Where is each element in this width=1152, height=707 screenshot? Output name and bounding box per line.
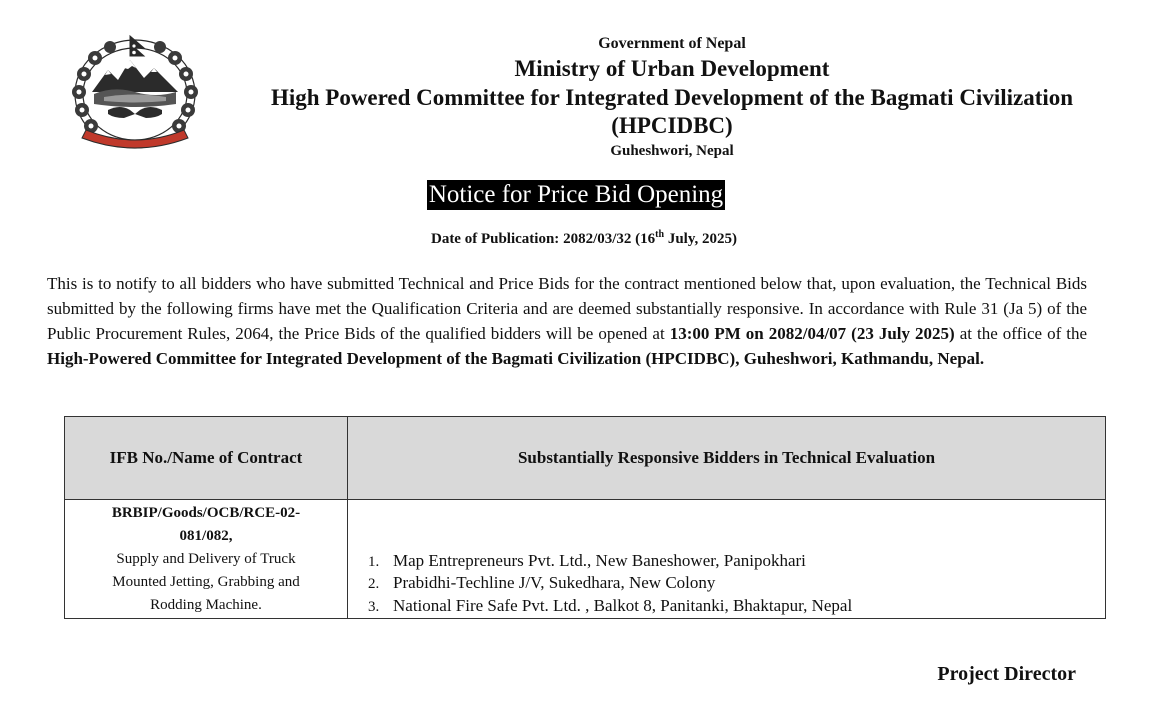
notice-title-row [0,180,1152,210]
handshake-icon [108,107,162,118]
notice-title: Notice for Price Bid Opening [428,181,724,208]
signatory-title: Project Director [937,663,1076,685]
publication-date-day: (16 [635,231,656,247]
contract-name-line-2: Mounted Jetting, Grabbing and [112,574,300,590]
table-row [65,500,1106,619]
publication-date-suffix: th [655,229,665,240]
column-header-bidders: Substantially Responsive Bidders in Technical Evaluation [348,417,1106,500]
government-name: Government of Nepal [598,35,746,52]
opening-datetime: 13:00 PM on 2082/04/07 (23 July 2025) [669,324,955,343]
mountain-icon [92,60,178,92]
contract-name-line-3: Rodding Machine. [150,597,262,613]
committee-abbreviation: (HPCIDBC) [611,113,733,138]
letterhead [230,34,1114,162]
list-item: 3. National Fire Safe Pvt. Ltd. , Balkot 8, Panitanki, Bhaktapur, Nepal [383,595,1104,618]
responsive-bidders-table [64,416,1106,619]
notice-body [47,271,1087,371]
committee-name: High Powered Committee for Integrated Development of the Bagmati Civilization [270,85,1074,110]
list-item: 2. Prabidhi-Techline J/V, Sukedhara, New Colony [383,572,1104,595]
body-connector: at the office of the [954,324,1088,343]
government-of-nepal-emblem [64,34,206,156]
ifb-number-line-1: BRBIP/Goods/OCB/RCE-02- [111,505,301,521]
publication-date [0,228,1152,250]
bidders-list [349,550,1104,618]
contract-cell [65,500,348,619]
emblem-graphic [64,34,206,156]
publication-date-nepali: 2082/03/32 [563,231,632,247]
ministry-name: Ministry of Urban Development [514,56,830,81]
body-intro: This is to notify to all bidders who have submitted Technical and Price Bids for the contract mentioned below that, upon evaluation, the Technical Bids submitted by the following firms have met the Qualification Criteria and are deemed substantially responsive. In accordance with Rule 31 (Ja 5) of the Public Procurement Rules, 2064, the Price Bids of the qualified bidders will be opened at [47,274,1087,343]
ifb-number-line-2: 081/082, [179,528,233,544]
publication-date-month-year: July, 2025) [664,231,737,247]
list-item: 1. Map Entrepreneurs Pvt. Ltd., New Baneshower, Panipokhari [383,550,1104,573]
column-header-contract: IFB No./Name of Contract [65,417,348,500]
opening-venue: High-Powered Committee for Integrated Development of the Bagmati Civilization (HPCIDBC), Guheshwori, Kathmandu, Nepal. [47,349,985,368]
contract-name-line-1: Supply and Delivery of Truck [116,551,296,567]
publication-date-label: Date of Publication: [430,231,560,247]
nepal-flag-icon [130,36,144,56]
office-location: Guheshwori, Nepal [610,143,734,159]
bidders-cell [348,500,1106,619]
table-header-row [65,417,1106,500]
